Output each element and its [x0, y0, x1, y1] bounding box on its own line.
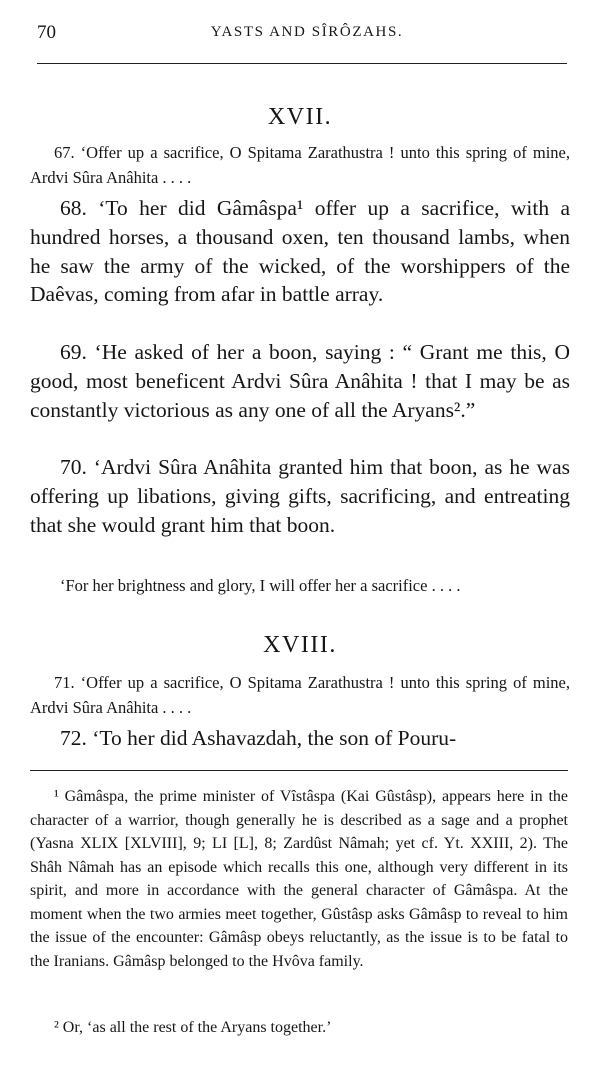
verse-70: 70. ‘Ardvi Sûra Anâhita granted him that boon, as he was offering up libations, giving gifts, sacrificing, and entreating that she would grant him that boon. — [30, 455, 570, 537]
page-number: 70 — [37, 22, 56, 43]
footnote-rule — [30, 770, 568, 771]
footnote-1: ¹ Gâmâspa, the prime minister of Vîstâspa (Kai Gûstâsp), appears here in the character of a warrior, though generally he is described as a sage and a prophet (Yasna XLIX [XLVIII], 9; LI [L], 8; Zardûst Nâmah; yet cf. Yt. XXIII, 2). The Shâh Nâmah has an episode which recalls this one, although very different in its spirit, and more in accordance with the general character of Gâmâspa. At the moment when the two armies meet together, Gûstâsp asks Gâmâsp to reveal to him the issue of the encounter: Gâmâsp obeys reluctantly, as the issue is to be fatal to the Iranians. Gâmâsp belonged to the Hvôva family. — [30, 788, 568, 970]
footnote-2: ² Or, ‘as all the rest of the Aryans together.’ — [54, 1019, 332, 1036]
verse-69: 69. ‘He asked of her a boon, saying : “ Grant me this, O good, most beneficent Ardvi Sûra Anâhita ! that I may be as constantly victorious as any one of all the Aryans².” — [30, 340, 570, 422]
running-head — [37, 18, 567, 46]
verse-68: 68. ‘To her did Gâmâspa¹ offer up a sacrifice, with a hundred horses, a thousand oxen, ten thousand lambs, when he saw the army of the wicked, of the worshippers of the Daêvas, coming from afar in battle array. — [30, 196, 570, 307]
verse-67: 67. ‘Offer up a sacrifice, O Spitama Zarathustra ! unto this spring of mine, Ardvi Sûra Anâhita . . . . — [30, 143, 570, 187]
verse-71: 71. ‘Offer up a sacrifice, O Spitama Zarathustra ! unto this spring of mine, Ardvi Sûra Anâhita . . . . — [30, 673, 570, 717]
verse-72: 72. ‘To her did Ashavazdah, the son of Pouru- — [60, 726, 457, 750]
header-rule — [37, 63, 567, 64]
section-heading-xviii: XVIII. — [263, 632, 337, 658]
section-heading-xvii: XVII. — [267, 104, 333, 130]
refrain-line: ‘For her brightness and glory, I will offer her a sacrifice . . . . — [60, 576, 461, 595]
running-title: YASTS AND SÎRÔZAHS. — [210, 24, 404, 40]
